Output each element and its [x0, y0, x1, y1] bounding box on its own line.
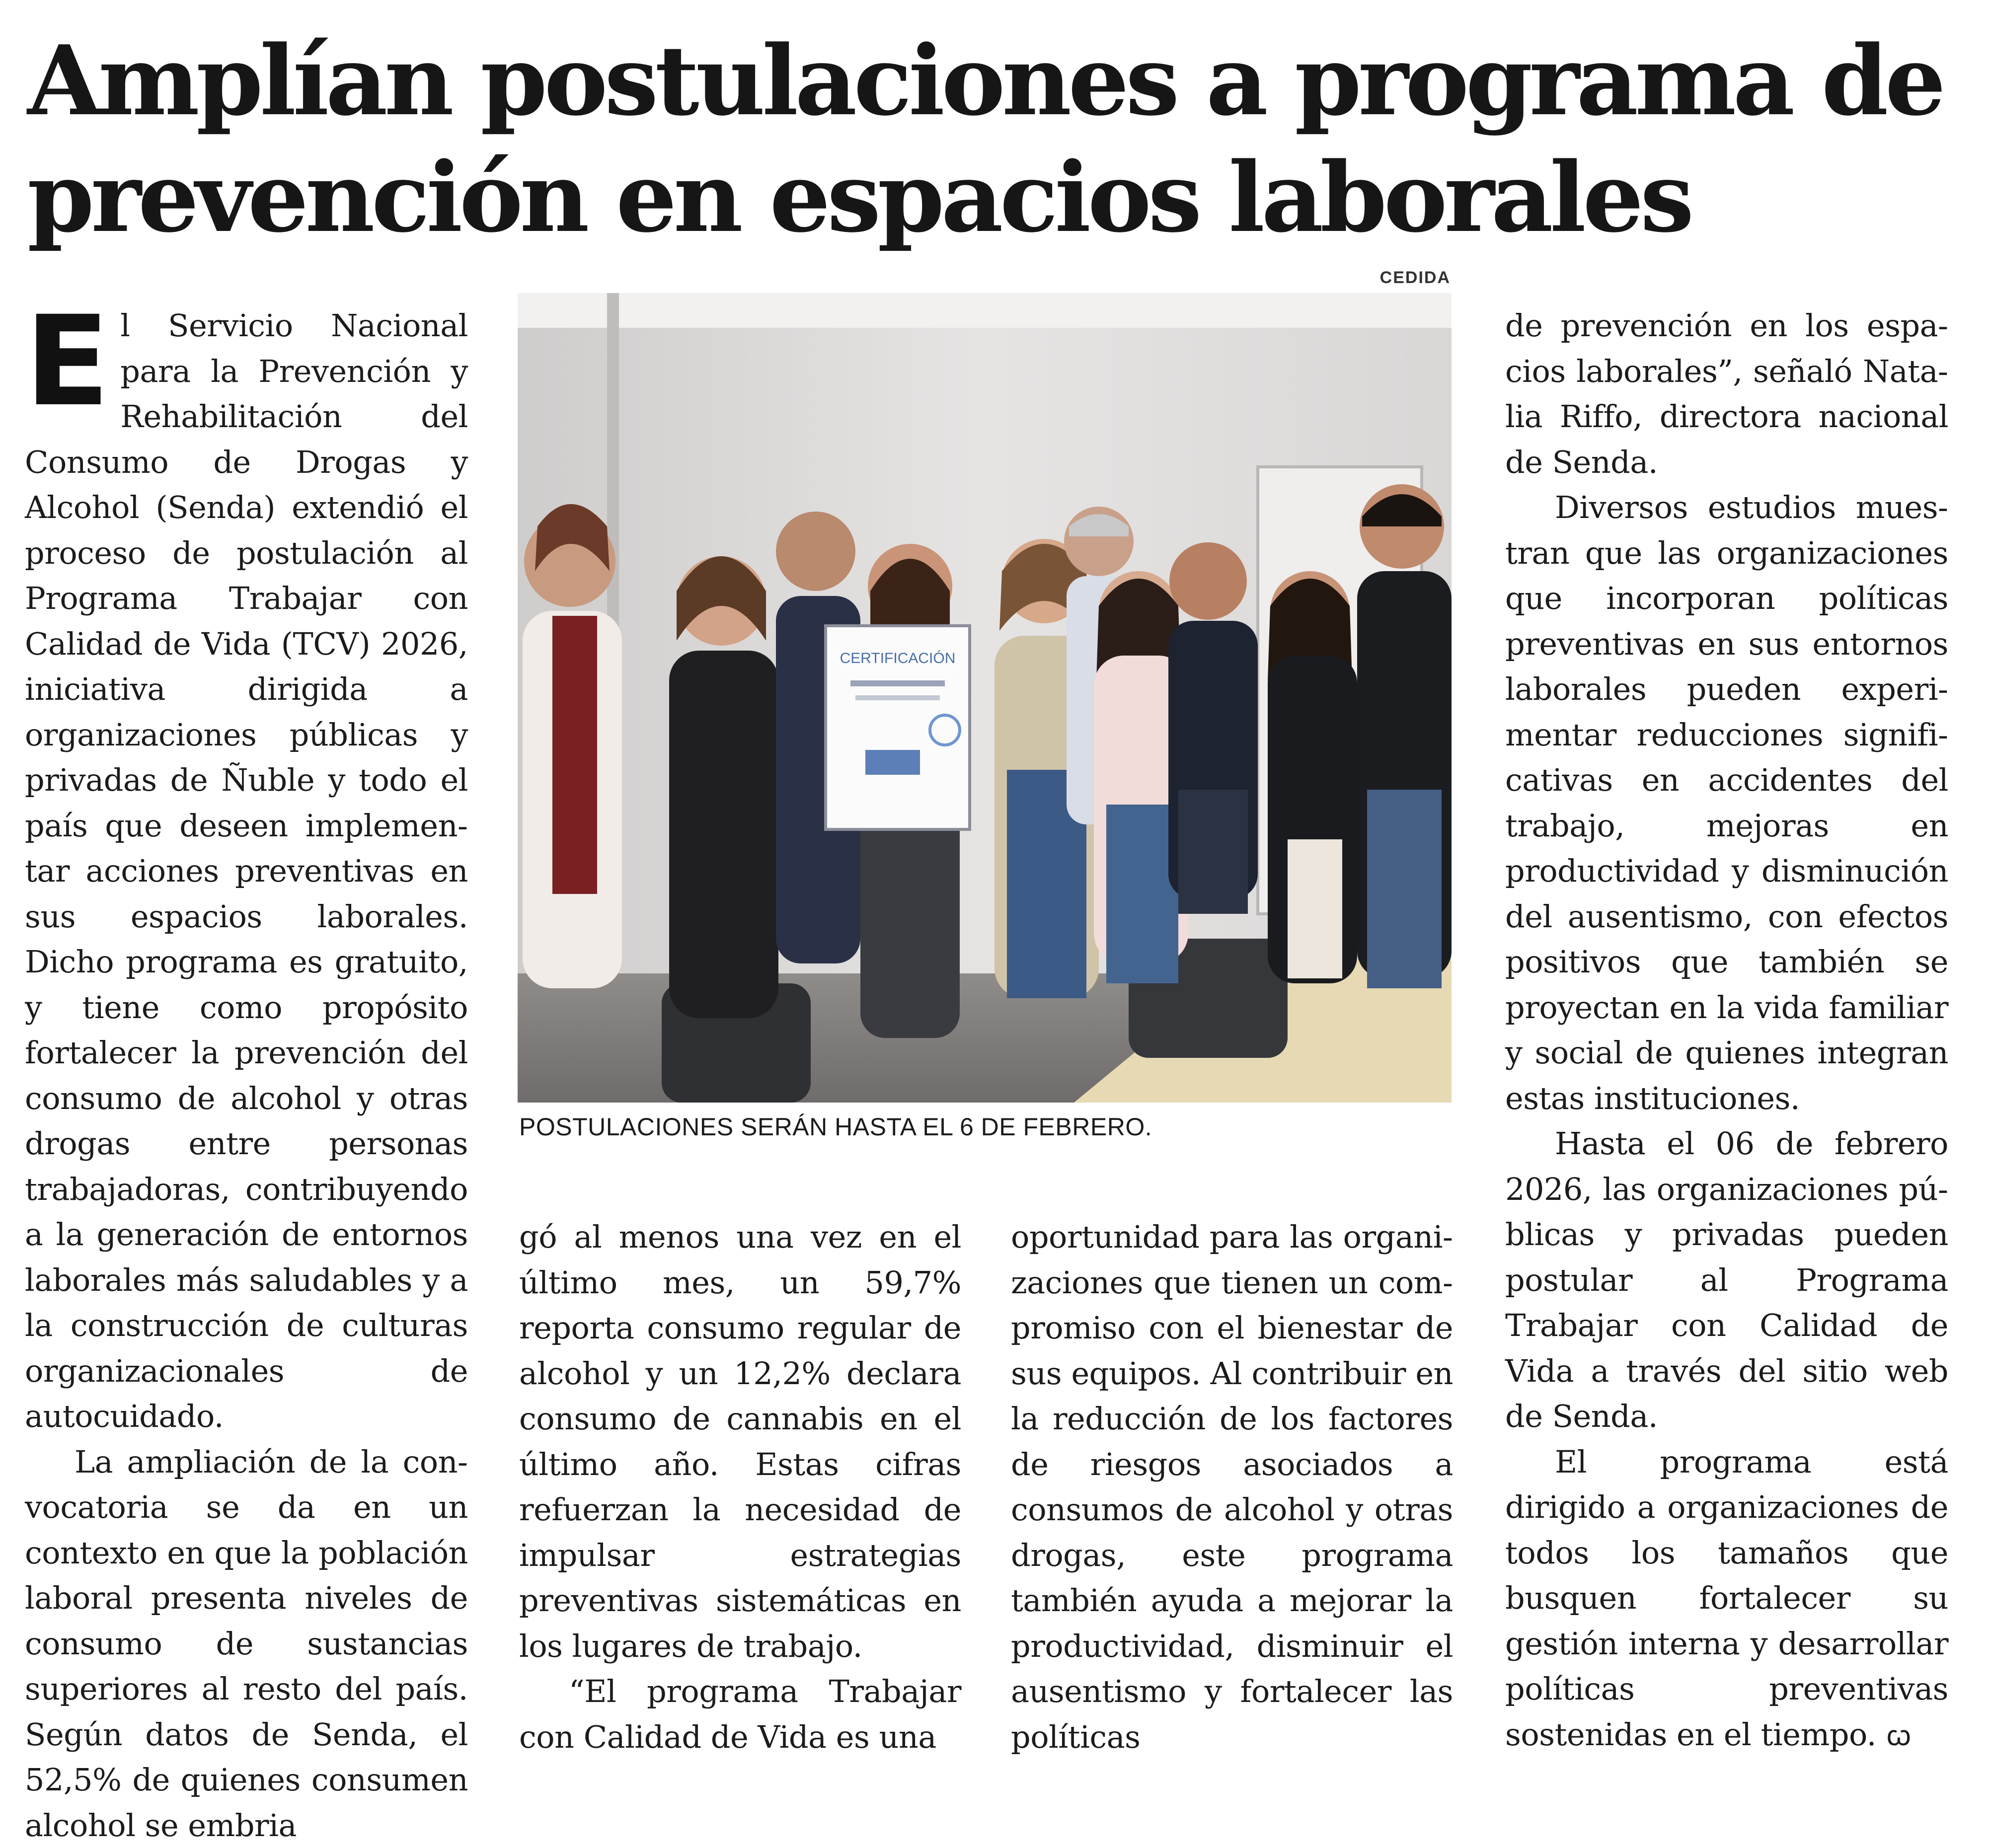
drop-cap: E — [25, 312, 109, 411]
photo-credit: CEDIDA — [1371, 268, 1451, 288]
article-column-2 — [519, 1214, 961, 1760]
paragraph-2-start: La ampliación de la convocatoria se da en un contexto en que la población laboral presenta niveles de consumo de sustancias superiores al resto del país. Según datos de Senda, el 52,5% de quienes consumen alcohol se embria — [25, 1439, 468, 1848]
paragraph-2-end: gó al menos una vez en el último mes, un 59,7% reporta consumo regular de alcohol y un 12,2% declara consumo de cannabis en el último año. Estas cifras refuerzan la necesidad de impulsar estrategias preventivas sistemáticas en los lugares de trabajo. — [519, 1214, 961, 1669]
paragraph-3-start: “El programa Trabajar con Calidad de Vida es una — [519, 1669, 961, 1760]
paragraph-3-middle: oportunidad para las organizaciones que tienen un compromiso con el bienestar de sus equipos. Al contribuir en la reducción de los factores de riesgos asociados a consumos de alcohol y otras drogas, este programa también ayuda a mejorar la productividad, disminuir el ausentismo y fortalecer las políticas — [1011, 1214, 1453, 1760]
photo-caption: POSTULACIONES SERÁN HASTA EL 6 DE FEBRERO. — [519, 1112, 1463, 1141]
article-column-4 — [1505, 303, 1948, 1759]
article-column-1 — [25, 303, 468, 1848]
paragraph-4: Diversos estudios muestran que las organizaciones que incorporan políticas preventivas en sus entornos laborales pueden experimentar reducciones significativas en accidentes del trabajo, mejoras en productividad y disminución del ausentismo, con efectos positivos que también se proyectan en la vida familiar y social de quienes integran estas instituciones. — [1505, 485, 1948, 1121]
paragraph-1: l Servicio Nacional para la Prevención y Rehabilitación del Consumo de Drogas y Alcohol (Senda) extendió el proceso de postulación al Programa Trabajar con Calidad de Vida (TCV) 2026, iniciativa dirigida a organizaciones públicas y privadas de Ñuble y todo el país que deseen implementar acciones preventivas en sus espacios laborales. Dicho programa es gratuito, y tiene como propósito fortalecer la prevención del consumo de alcohol y otras drogas entre personas trabajadoras, contribuyendo a la generación de entornos laborales más saludables y a la construcción de culturas organizacionales de autocuidado. — [25, 303, 468, 1439]
headline-line-1: Amplían postulaciones a programa de — [27, 22, 1965, 139]
end-mark-icon: ꞷ — [1886, 1720, 1911, 1752]
paragraph-3-end: de prevención en los espacios laborales”, señaló Natalia Riffo, directora nacional de Senda. — [1505, 303, 1948, 485]
paragraph-6-text: El programa está dirigido a organizaciones de todos los tamaños que busquen fortalecer su gestión interna y desarrollar políticas preventivas sostenidas en el tiempo. — [1505, 1444, 1948, 1753]
paragraph-6 — [1505, 1439, 1948, 1759]
headline — [27, 22, 1965, 256]
certificate-title: CERTIFICACIÓN — [840, 650, 956, 666]
article-photo — [518, 293, 1452, 1103]
paragraph-5: Hasta el 06 de febrero 2026, las organizaciones públicas y privadas pueden postular al Programa Trabajar con Calidad de Vida a través del sitio web de Senda. — [1505, 1121, 1948, 1439]
headline-line-2: prevención en espacios laborales — [27, 139, 1965, 256]
article-column-3 — [1011, 1214, 1453, 1760]
